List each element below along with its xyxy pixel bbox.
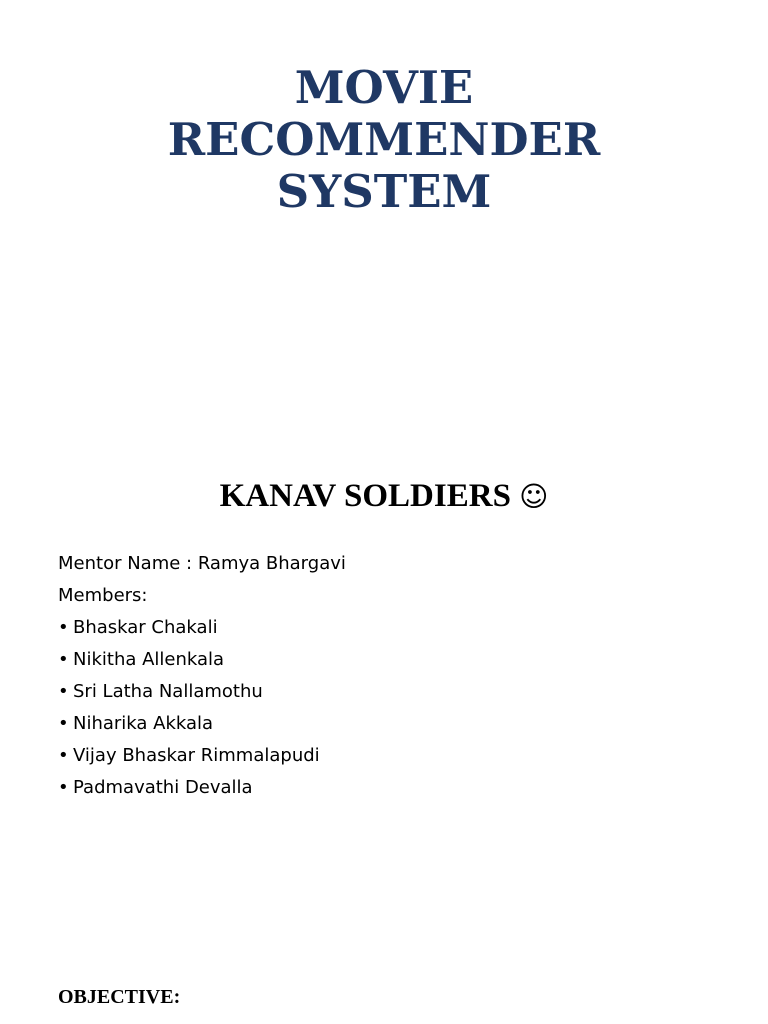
mentor-name: Mentor Name : Ramya Bhargavi (58, 553, 346, 574)
member-name: Niharika Akkala (73, 713, 214, 734)
members-list (58, 612, 346, 804)
bullet-icon: • (58, 745, 69, 766)
member-name: Vijay Bhaskar Rimmalapudi (73, 745, 320, 766)
list-item (58, 740, 346, 772)
bullet-icon: • (58, 713, 69, 734)
bullet-icon: • (58, 617, 69, 638)
member-name: Sri Latha Nallamothu (73, 681, 263, 702)
list-item (58, 772, 346, 804)
bullet-icon: • (58, 681, 69, 702)
bullet-icon: • (58, 777, 69, 798)
team-info (58, 548, 346, 804)
member-name: Bhaskar Chakali (73, 617, 218, 638)
smiley-icon: ☺ (519, 480, 549, 513)
list-item (58, 644, 346, 676)
title-line-1: MOVIE (294, 61, 474, 114)
title-line-3: SYSTEM (276, 165, 492, 218)
team-name: KANAV SOLDIERS (219, 478, 511, 514)
list-item (58, 612, 346, 644)
objective-heading: OBJECTIVE: (58, 986, 181, 1008)
bullet-icon: • (58, 649, 69, 670)
team-name-heading (0, 474, 768, 519)
members-heading: Members: (58, 585, 148, 606)
list-item (58, 708, 346, 740)
list-item (58, 676, 346, 708)
member-name: Padmavathi Devalla (73, 777, 253, 798)
member-name: Nikitha Allenkala (73, 649, 225, 670)
page-title (0, 62, 768, 218)
title-line-2: RECOMMENDER (167, 113, 601, 166)
